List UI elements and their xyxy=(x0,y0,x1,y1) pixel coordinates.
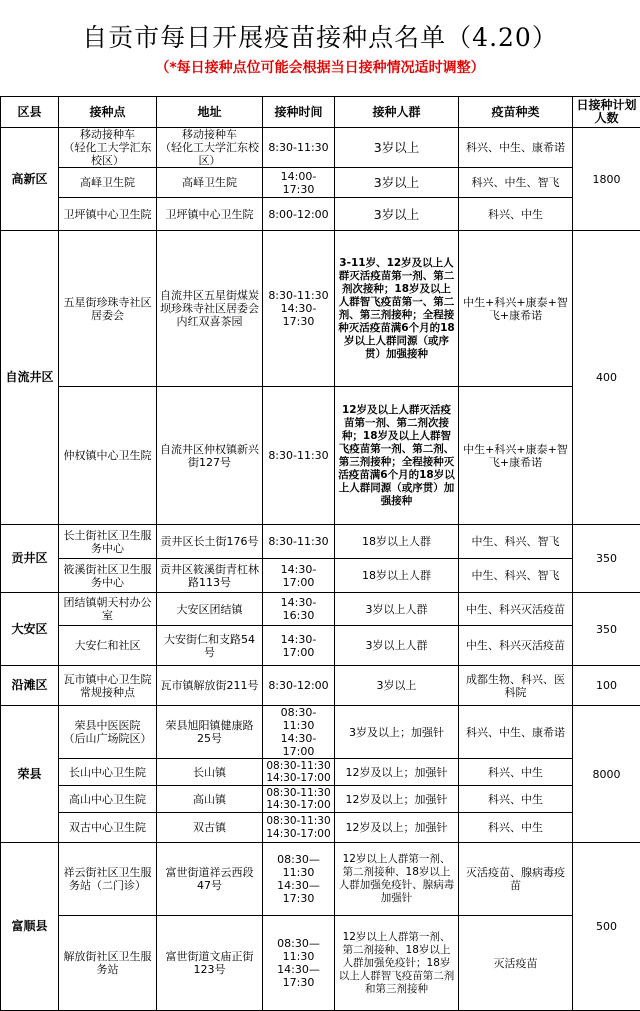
table-row xyxy=(1,231,640,387)
district-cell: 沿滩区 xyxy=(1,666,59,706)
vaccine-cell: 科兴、中生 xyxy=(459,759,573,786)
vaccine-cell: 中生、科兴灭活疫苗 xyxy=(459,626,573,666)
vaccine-cell: 中生、科兴灭活疫苗 xyxy=(459,593,573,626)
vaccination-sites-table xyxy=(0,96,640,1011)
crowd-cell: 3岁及以上；加强针 xyxy=(335,706,459,759)
crowd-cell: 3岁以上 xyxy=(335,198,459,231)
site-cell: 荣县中医医院 （后山广场院区） xyxy=(59,706,157,759)
site-cell: 高山中心卫生院 xyxy=(59,786,157,813)
district-cell: 高新区 xyxy=(1,128,59,231)
district-cell: 富顺县 xyxy=(1,843,59,1011)
address-cell: 大安区团结镇 xyxy=(157,593,263,626)
site-cell: 团结镇朝天村办公室 xyxy=(59,593,157,626)
time-cell: 8:00-12:00 xyxy=(263,198,335,231)
site-cell: 大安仁和社区 xyxy=(59,626,157,666)
time-cell: 8:30-11:30 14:30-17:30 xyxy=(263,231,335,387)
site-cell: 筱溪街社区卫生服务中心 xyxy=(59,559,157,593)
site-cell: 瓦市镇中心卫生院常规接种点 xyxy=(59,666,157,706)
address-cell: 移动接种车 （轻化工大学汇东校区） xyxy=(157,128,263,168)
plan-cell: 350 xyxy=(573,593,640,666)
vaccine-cell: 科兴、中生、智飞 xyxy=(459,168,573,198)
time-cell: 08:30—11:30 14:30—17:30 xyxy=(263,916,335,1011)
table-row xyxy=(1,168,640,198)
header-address: 地址 xyxy=(157,97,263,128)
site-cell: 卫坪镇中心卫生院 xyxy=(59,198,157,231)
address-cell: 贡井区筱溪街青杠林路113号 xyxy=(157,559,263,593)
time-cell: 08:30—11:30 14:30—17:30 xyxy=(263,843,335,916)
vaccine-cell: 灭活疫苗 xyxy=(459,916,573,1011)
table-row xyxy=(1,387,640,525)
site-cell: 解放街社区卫生服务站 xyxy=(59,916,157,1011)
table-row xyxy=(1,128,640,168)
crowd-cell: 3-11岁、12岁及以上人群灭活疫苗第一剂、第二剂次接种；18岁及以上人群智飞疫苗第一、第二剂、第三剂接种；全程接种灭活疫苗满6个月的18岁以上人群同源（或序贯）加强接种 xyxy=(335,231,459,387)
crowd-cell: 12岁及以上；加强针 xyxy=(335,786,459,813)
time-cell: 14:30-17:00 xyxy=(263,626,335,666)
district-cell: 荣县 xyxy=(1,706,59,843)
header-plan: 日接种计划人数 xyxy=(573,97,640,128)
vaccine-cell: 中生、科兴、智飞 xyxy=(459,525,573,559)
district-cell: 自流井区 xyxy=(1,231,59,525)
plan-cell: 500 xyxy=(573,843,640,1011)
table-row xyxy=(1,786,640,813)
crowd-cell: 3岁以上 xyxy=(335,168,459,198)
page-title: 自贡市每日开展疫苗接种点名单（4.20） xyxy=(82,23,558,52)
vaccine-cell: 中生+科兴+康泰+智飞+康希诺 xyxy=(459,387,573,525)
site-cell: 双古中心卫生院 xyxy=(59,813,157,843)
site-cell: 长土街社区卫生服务中心 xyxy=(59,525,157,559)
vaccine-cell: 科兴、中生、康希诺 xyxy=(459,706,573,759)
address-cell: 高峄卫生院 xyxy=(157,168,263,198)
table-row xyxy=(1,593,640,626)
time-cell: 08:30-11:30 14:30-17:00 xyxy=(263,786,335,813)
time-cell: 8:30-11:30 xyxy=(263,387,335,525)
table-row xyxy=(1,559,640,593)
table-header-row xyxy=(1,97,640,128)
vaccine-cell: 中生、科兴、智飞 xyxy=(459,559,573,593)
vaccine-cell: 灭活疫苗、腺病毒疫苗 xyxy=(459,843,573,916)
address-cell: 荣县旭阳镇健康路25号 xyxy=(157,706,263,759)
vaccine-cell: 科兴、中生 xyxy=(459,198,573,231)
header-crowd: 接种人群 xyxy=(335,97,459,128)
header-vaccine: 疫苗种类 xyxy=(459,97,573,128)
site-cell: 高峄卫生院 xyxy=(59,168,157,198)
crowd-cell: 12岁以上人群第一剂、第二剂接种、18岁以上人群加强免疫针、腺病毒加强针 xyxy=(335,843,459,916)
table-row xyxy=(1,626,640,666)
time-cell: 08:30-11:30 14:30-17:00 xyxy=(263,813,335,843)
address-cell: 富世街道文庙正街123号 xyxy=(157,916,263,1011)
table-row xyxy=(1,198,640,231)
address-cell: 自流井区五星街煤炭坝珍珠寺社区居委会内红双喜茶园 xyxy=(157,231,263,387)
vaccine-cell: 科兴、中生、康希诺 xyxy=(459,128,573,168)
address-cell: 贡井区长土街176号 xyxy=(157,525,263,559)
time-cell: 8:30-11:30 xyxy=(263,128,335,168)
crowd-cell: 12岁及以上；加强针 xyxy=(335,759,459,786)
site-cell: 移动接种车 （轻化工大学汇东校区） xyxy=(59,128,157,168)
address-cell: 双古镇 xyxy=(157,813,263,843)
crowd-cell: 18岁以上人群 xyxy=(335,525,459,559)
site-cell: 祥云街社区卫生服务站（二门诊） xyxy=(59,843,157,916)
page-subtitle: （*每日接种点位可能会根据当日接种情况适时调整） xyxy=(155,60,485,76)
table-row xyxy=(1,759,640,786)
header-time: 接种时间 xyxy=(263,97,335,128)
address-cell: 大安街仁和支路54号 xyxy=(157,626,263,666)
time-cell: 08:30-11:30 14:30-17:00 xyxy=(263,706,335,759)
crowd-cell: 3岁以上人群 xyxy=(335,626,459,666)
table-row xyxy=(1,843,640,916)
district-cell: 贡井区 xyxy=(1,525,59,593)
address-cell: 瓦市镇解放街211号 xyxy=(157,666,263,706)
table-row xyxy=(1,916,640,1011)
crowd-cell: 18岁以上人群 xyxy=(335,559,459,593)
address-cell: 高山镇 xyxy=(157,786,263,813)
address-cell: 卫坪镇中心卫生院 xyxy=(157,198,263,231)
crowd-cell: 3岁以上 xyxy=(335,128,459,168)
site-cell: 五星街珍珠寺社区居委会 xyxy=(59,231,157,387)
vaccine-cell: 成都生物、科兴、医科院 xyxy=(459,666,573,706)
address-cell: 自流井区仲权镇新兴街127号 xyxy=(157,387,263,525)
plan-cell: 1800 xyxy=(573,128,640,231)
vaccine-cell: 科兴、中生 xyxy=(459,786,573,813)
crowd-cell: 3岁以上人群 xyxy=(335,593,459,626)
crowd-cell: 12岁及以上人群灭活疫苗第一剂、第二剂次接种；18岁及以上人群智飞疫苗第一剂、第二剂、第三剂接种；全程接种灭活疫苗满6个月的18岁以上人群同源（或序贯）加强接种 xyxy=(335,387,459,525)
time-cell: 8:30-11:30 xyxy=(263,525,335,559)
table-row xyxy=(1,813,640,843)
crowd-cell: 12岁以上人群第一剂、第二剂接种、18岁以上人群加强免疫针；18岁以上人群智飞疫苗第二剂和第三剂接种 xyxy=(335,916,459,1011)
plan-cell: 100 xyxy=(573,666,640,706)
crowd-cell: 3岁以上 xyxy=(335,666,459,706)
crowd-cell: 12岁及以上；加强针 xyxy=(335,813,459,843)
table-row xyxy=(1,706,640,759)
header-district: 区县 xyxy=(1,97,59,128)
plan-cell: 8000 xyxy=(573,706,640,843)
vaccine-cell: 中生+科兴+康泰+智飞+康希诺 xyxy=(459,231,573,387)
plan-cell: 400 xyxy=(573,231,640,525)
plan-cell: 350 xyxy=(573,525,640,593)
time-cell: 08:30-11:30 14:30-17:00 xyxy=(263,759,335,786)
time-cell: 14:30-17:00 xyxy=(263,559,335,593)
address-cell: 长山镇 xyxy=(157,759,263,786)
district-cell: 大安区 xyxy=(1,593,59,666)
table-row xyxy=(1,666,640,706)
site-cell: 仲权镇中心卫生院 xyxy=(59,387,157,525)
vaccine-cell: 科兴、中生 xyxy=(459,813,573,843)
time-cell: 14:30-16:30 xyxy=(263,593,335,626)
time-cell: 14:00-17:30 xyxy=(263,168,335,198)
table-row xyxy=(1,525,640,559)
address-cell: 富世街道祥云西段47号 xyxy=(157,843,263,916)
site-cell: 长山中心卫生院 xyxy=(59,759,157,786)
header-site: 接种点 xyxy=(59,97,157,128)
time-cell: 8:30-12:00 xyxy=(263,666,335,706)
